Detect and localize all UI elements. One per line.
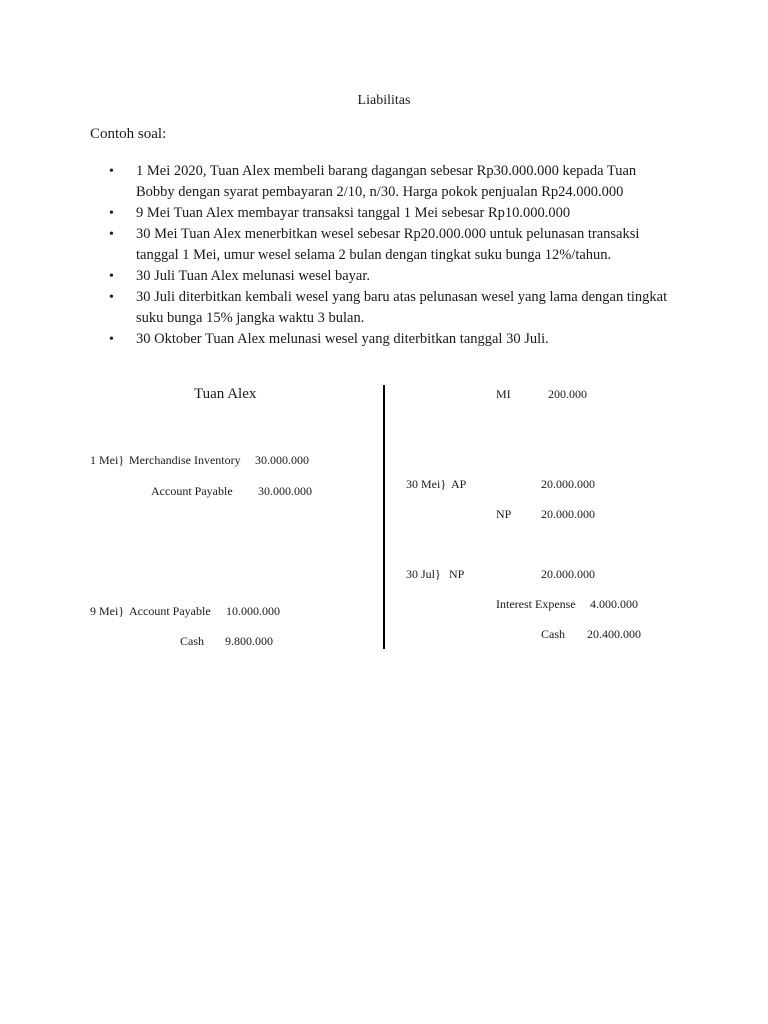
question-item: • 30 Juli Tuan Alex melunasi wesel bayar. [107,266,677,287]
credit-account: Cash [180,634,204,648]
account-name: MI [496,387,511,401]
question-item: • 30 Mei Tuan Alex menerbitkan wesel sebesar Rp20.000.000 untuk pelunasan transaksi tanggal 1 Mei, umur wesel selama 2 bulan dengan tingkat suku bunga 12%/tahun. [107,224,677,266]
intro-label: Contoh soal: [90,126,167,142]
credit-amount: 9.800.000 [225,634,273,648]
debit-account: Merchandise Inventory [129,453,241,467]
journal-divider [383,385,385,649]
credit-amount: 20.000.000 [541,507,595,521]
entry-date: 9 Mei} [90,604,125,618]
debit-account: AP [451,477,467,491]
question-item: • 9 Mei Tuan Alex membayar transaksi tanggal 1 Mei sebesar Rp10.000.000 [107,203,677,224]
question-item: • 1 Mei 2020, Tuan Alex membeli barang dagangan sebesar Rp30.000.000 kepada Tuan Bobby dengan syarat pembayaran 2/10, n/30. Harga pokok penjualan Rp24.000.000 [107,161,677,203]
debit-amount-2: 4.000.000 [590,597,638,611]
debit-account: Account Payable [129,604,211,618]
debit-amount: 20.000.000 [541,477,595,491]
credit-account: Account Payable [151,484,233,498]
question-list [107,161,677,350]
debit-amount: 10.000.000 [226,604,280,618]
entry-date: 1 Mei} [90,453,125,467]
entry-date: 30 Mei} [406,477,447,491]
debit-amount: 20.000.000 [541,567,595,581]
credit-account: NP [496,507,512,521]
entry-date: 30 Jul} [406,567,441,581]
account-amount: 200.000 [548,387,587,401]
debit-account: NP [449,567,465,581]
debit-account-2: Interest Expense [496,597,576,611]
question-item: • 30 Oktober Tuan Alex melunasi wesel yang diterbitkan tanggal 30 Juli. [107,329,677,350]
credit-amount: 30.000.000 [258,484,312,498]
credit-account: Cash [541,627,565,641]
debit-amount: 30.000.000 [255,453,309,467]
document-title: Liabilitas [357,93,411,108]
journal-heading: Tuan Alex [194,386,257,402]
credit-amount: 20.400.000 [587,627,641,641]
question-item: • 30 Juli diterbitkan kembali wesel yang baru atas pelunasan wesel yang lama dengan tingkat suku bunga 15% jangka waktu 3 bulan. [107,287,677,329]
